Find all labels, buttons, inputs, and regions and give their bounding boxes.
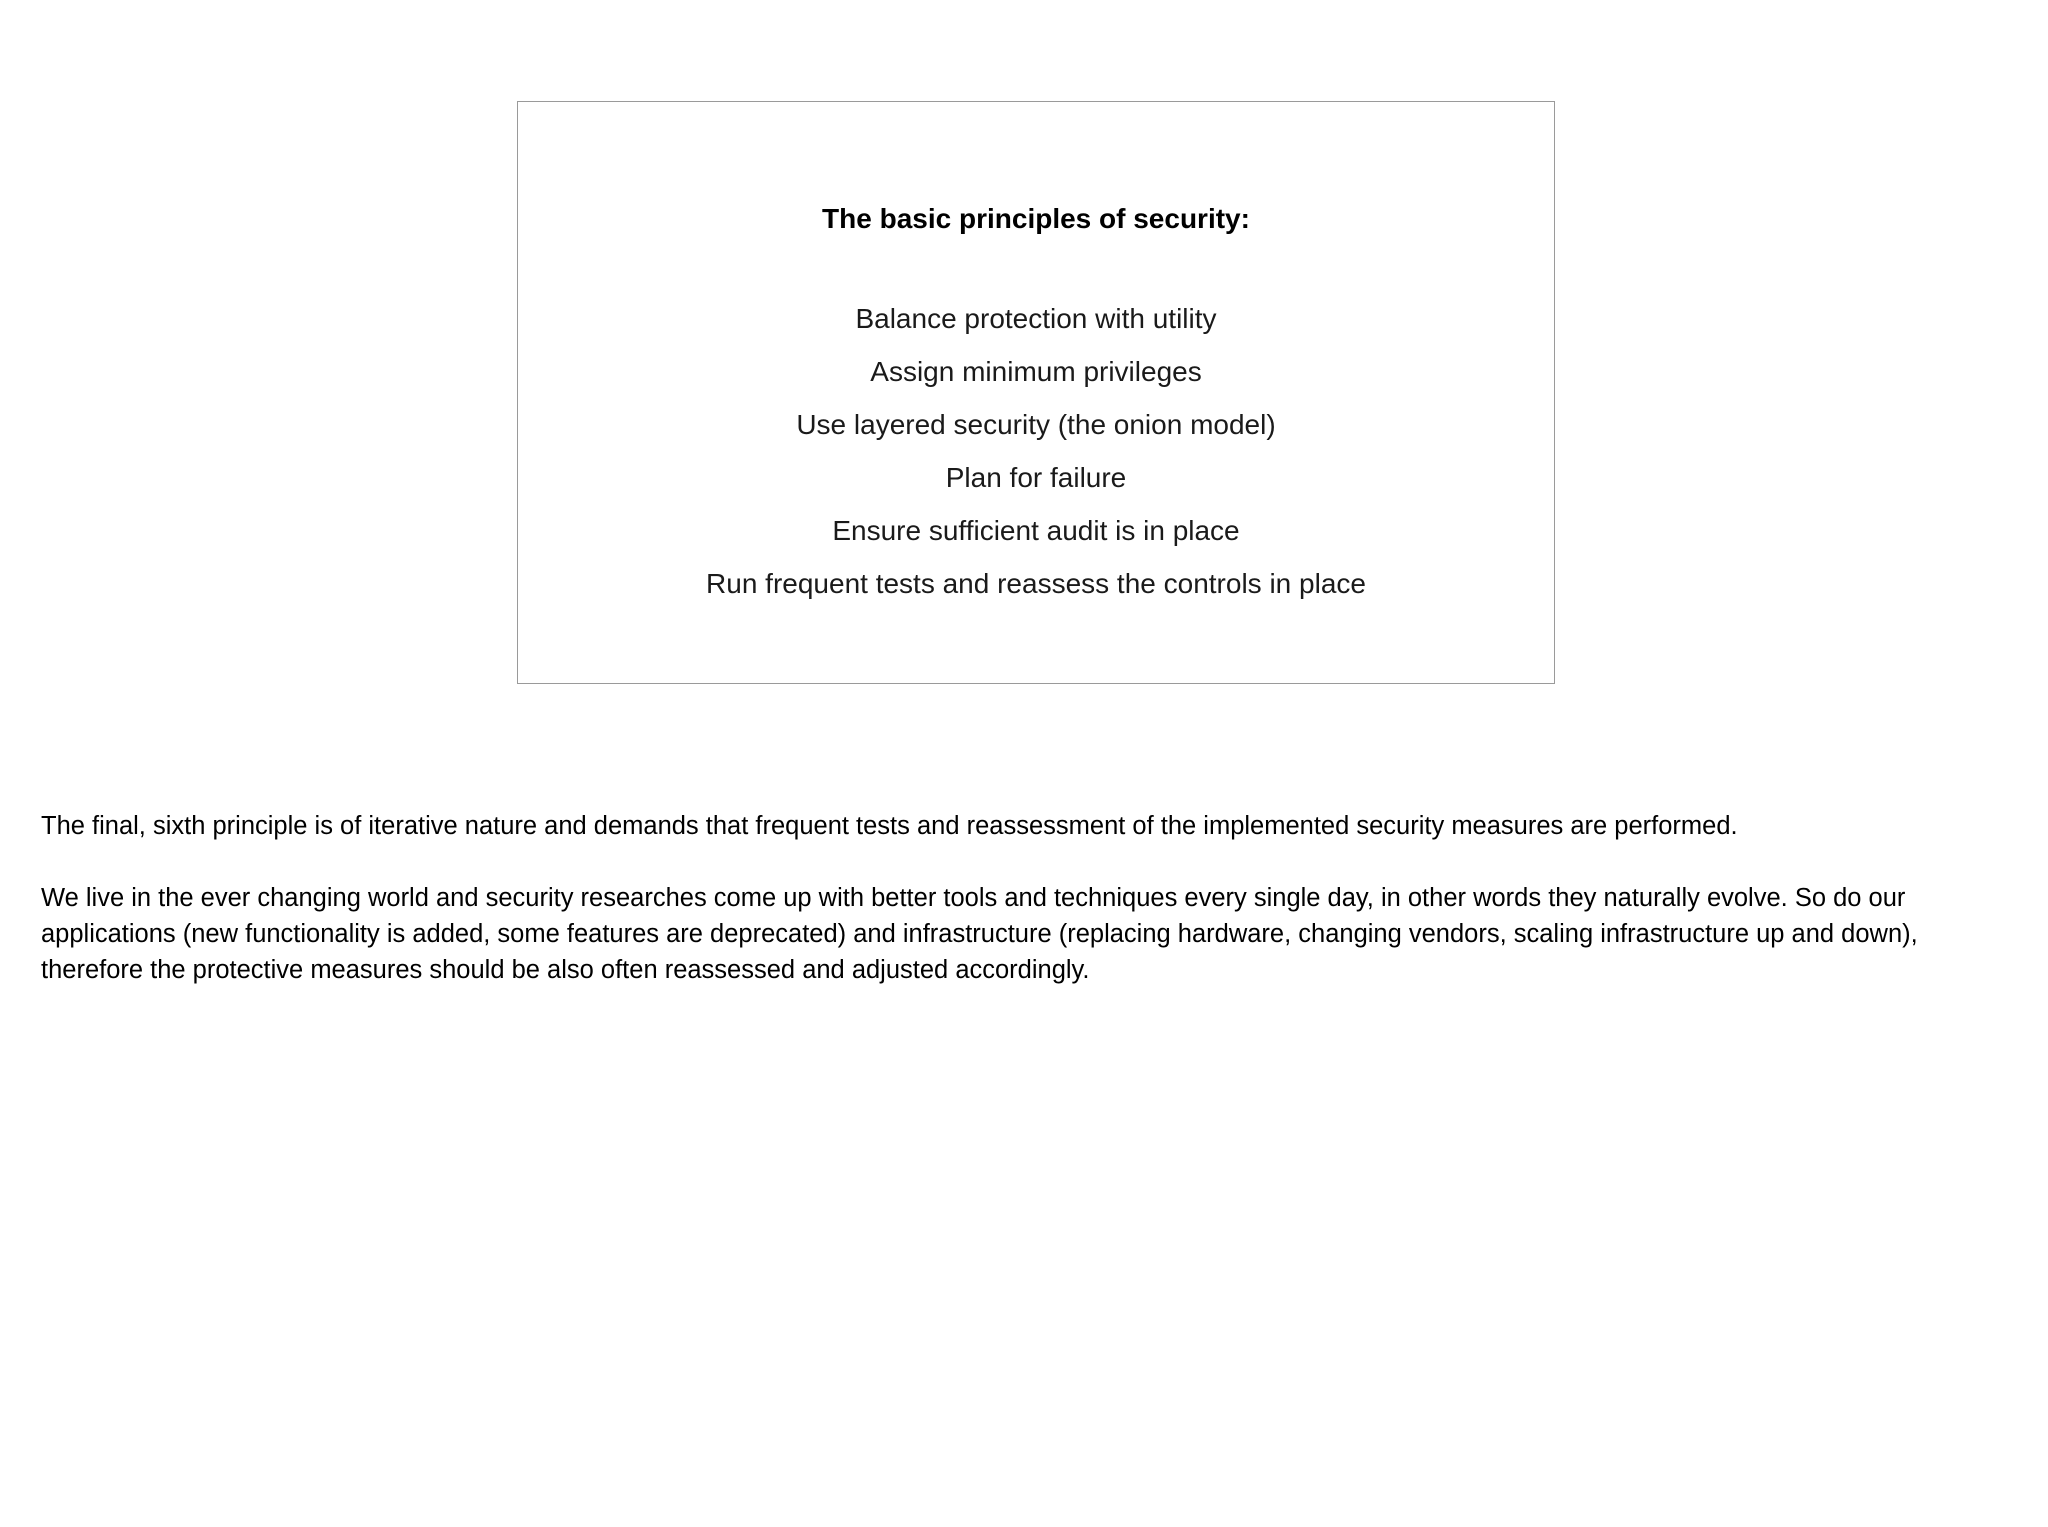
principle-item: Ensure sufficient audit is in place [832,515,1240,546]
slide-title: The basic principles of security: [822,203,1250,234]
principle-item: Plan for failure [945,462,1127,493]
principle-item: Use layered security (the onion model) [796,409,1276,440]
notes-paragraph: We live in the ever changing world and security researches come up with better tools and techniques every single day, in other words they naturally evolve. So do our applications (new functionality is added, some features are deprecated) and infrastructure (replacing hardware, changing vendors, scaling infrastructure up and down), therefore the protective measures should be also often reassessed and adjusted accordingly. [41,884,1918,984]
principles-list [518,292,1554,610]
slide-thumbnail [517,101,1555,684]
notes-paragraph: The final, sixth principle is of iterative nature and demands that frequent tests and reassessment of the implemented security measures are performed. [41,812,1738,840]
principle-item: Run frequent tests and reassess the controls in place [706,568,1366,599]
principle-item: Balance protection with utility [855,303,1217,334]
principle-item: Assign minimum privileges [870,356,1202,387]
presenter-notes [41,808,2021,1024]
